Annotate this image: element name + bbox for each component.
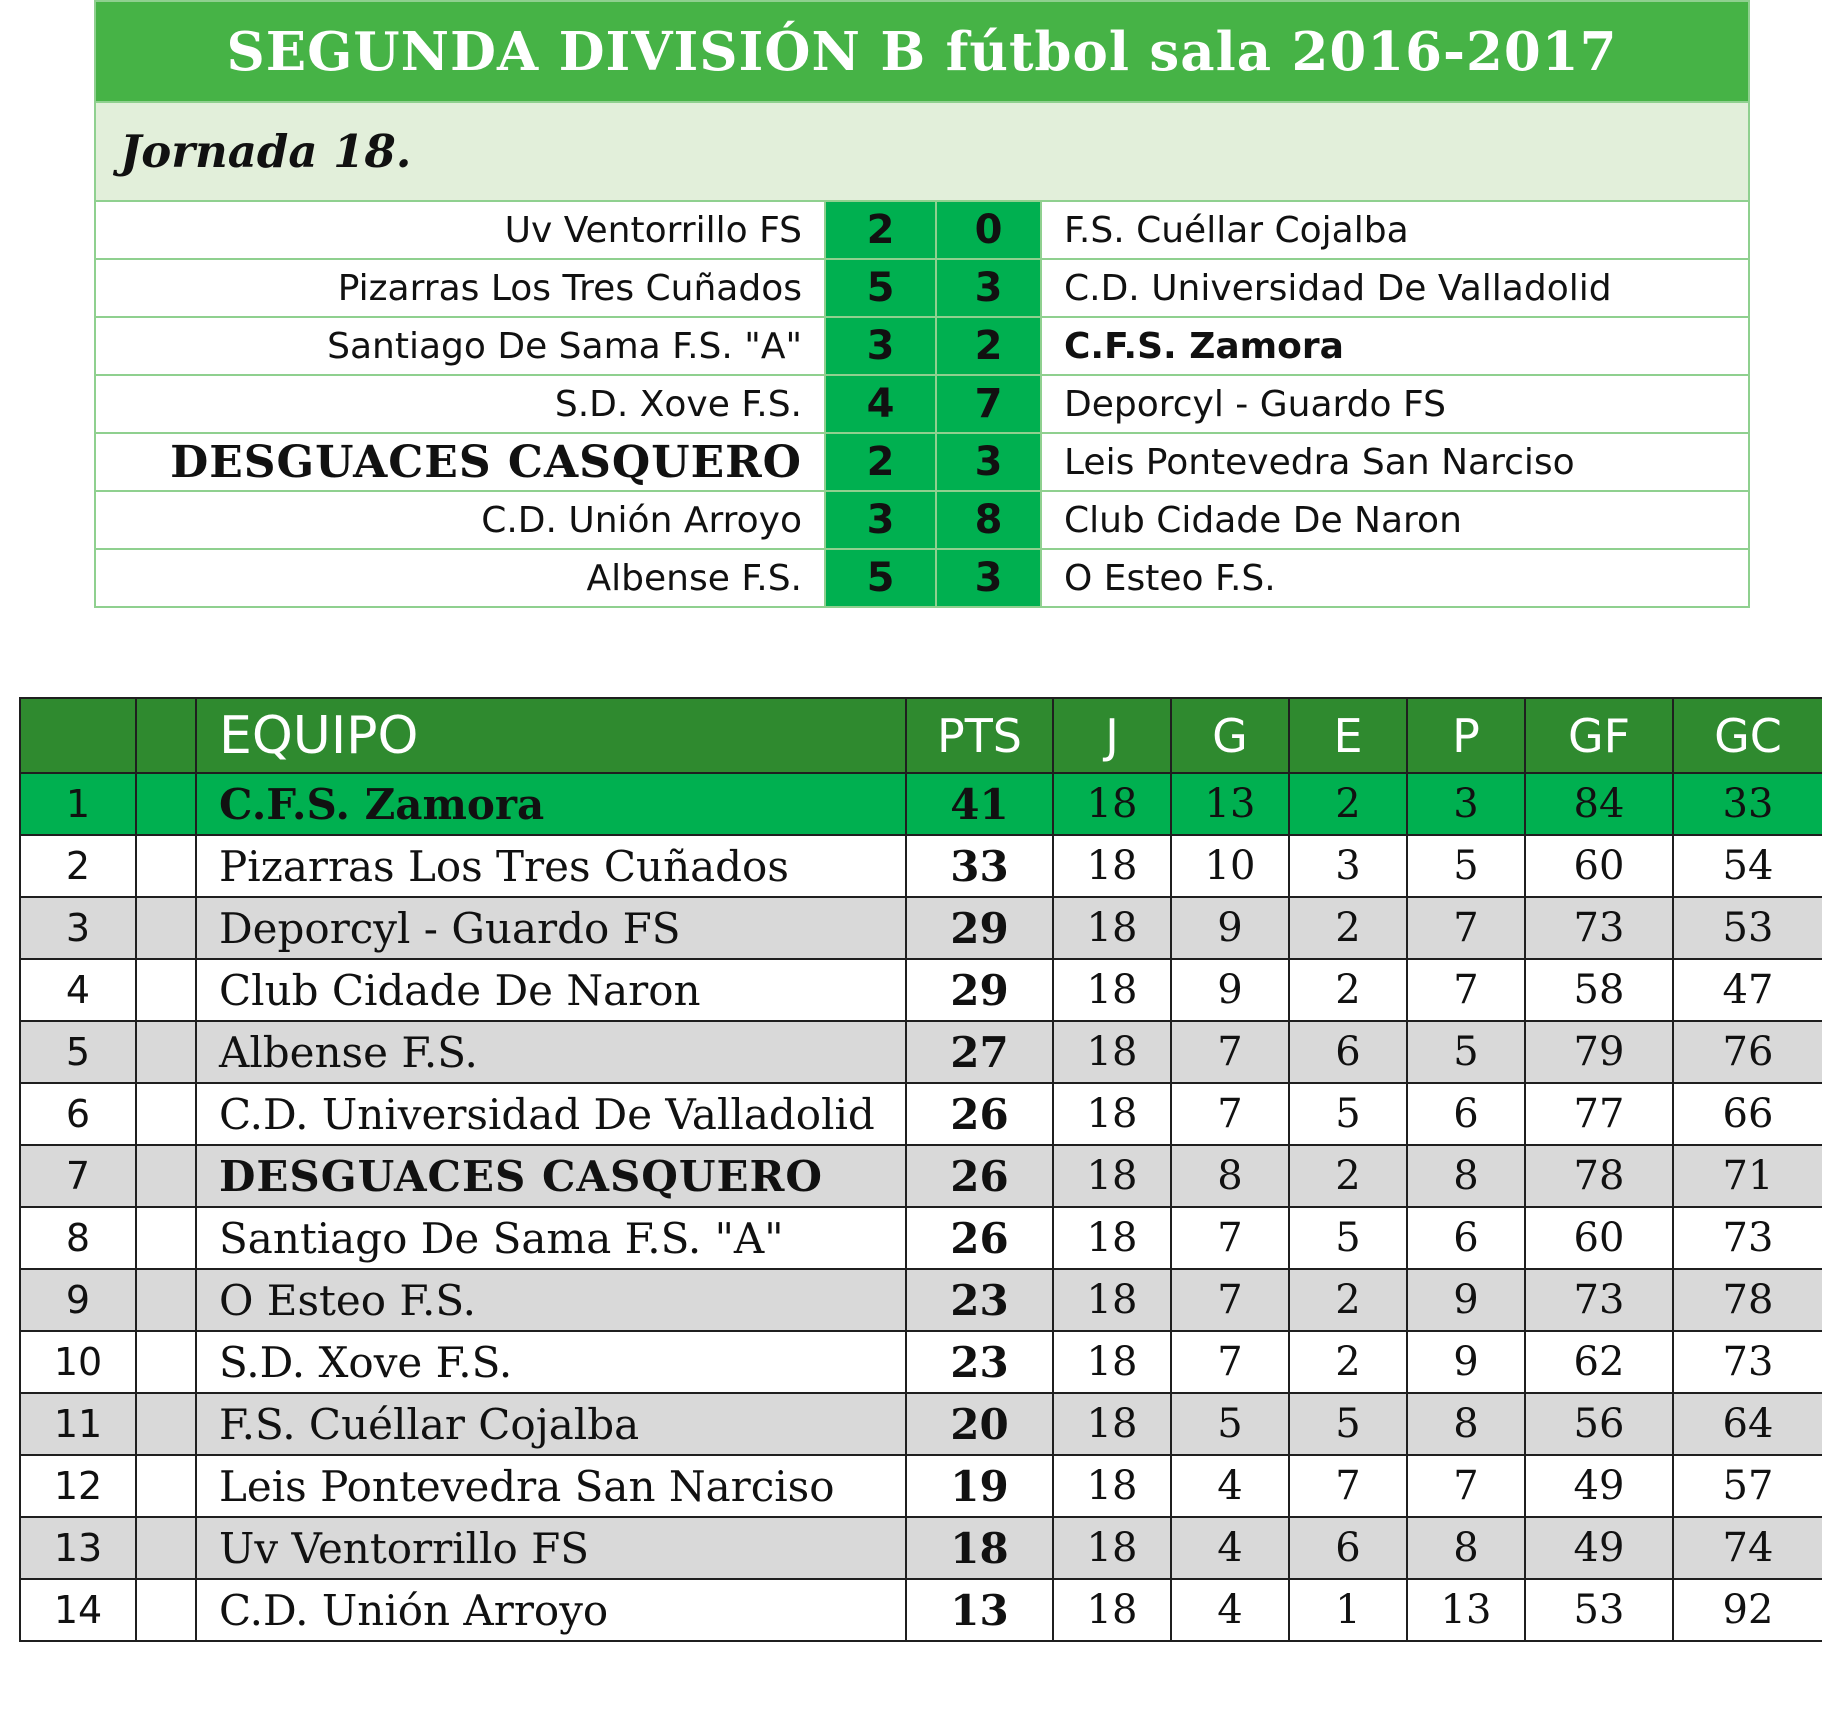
standings-row xyxy=(20,1021,1822,1083)
standings-row xyxy=(20,1455,1822,1517)
cell-mark xyxy=(136,773,196,835)
header-gf: GF xyxy=(1525,698,1673,773)
match-row xyxy=(95,491,1749,549)
cell-j: 18 xyxy=(1053,959,1171,1021)
cell-gf: 73 xyxy=(1525,1269,1673,1331)
cell-pos: 7 xyxy=(20,1145,136,1207)
cell-team: C.F.S. Zamora xyxy=(196,773,906,835)
cell-e: 2 xyxy=(1289,959,1407,1021)
cell-team: S.D. Xove F.S. xyxy=(196,1331,906,1393)
results-block xyxy=(94,0,1748,608)
cell-mark xyxy=(136,1517,196,1579)
cell-j: 18 xyxy=(1053,1517,1171,1579)
away-score: 3 xyxy=(936,549,1041,607)
standings-row xyxy=(20,1145,1822,1207)
away-score: 2 xyxy=(936,317,1041,375)
cell-gf: 78 xyxy=(1525,1145,1673,1207)
cell-j: 18 xyxy=(1053,1207,1171,1269)
match-row xyxy=(95,317,1749,375)
match-row xyxy=(95,201,1749,259)
home-score: 2 xyxy=(825,201,936,259)
away-score: 7 xyxy=(936,375,1041,433)
cell-gf: 73 xyxy=(1525,897,1673,959)
cell-pos: 11 xyxy=(20,1393,136,1455)
cell-mark xyxy=(136,835,196,897)
home-score: 5 xyxy=(825,259,936,317)
cell-e: 3 xyxy=(1289,835,1407,897)
cell-gc: 57 xyxy=(1673,1455,1822,1517)
cell-pts: 23 xyxy=(906,1269,1053,1331)
cell-gf: 60 xyxy=(1525,835,1673,897)
standings-row xyxy=(20,773,1822,835)
cell-g: 4 xyxy=(1171,1517,1289,1579)
cell-j: 18 xyxy=(1053,897,1171,959)
cell-team: Santiago De Sama F.S. "A" xyxy=(196,1207,906,1269)
cell-p: 9 xyxy=(1407,1331,1525,1393)
cell-e: 2 xyxy=(1289,1331,1407,1393)
cell-mark xyxy=(136,897,196,959)
cell-g: 5 xyxy=(1171,1393,1289,1455)
cell-pos: 2 xyxy=(20,835,136,897)
cell-p: 5 xyxy=(1407,835,1525,897)
match-row xyxy=(95,433,1749,491)
cell-pos: 4 xyxy=(20,959,136,1021)
cell-gf: 79 xyxy=(1525,1021,1673,1083)
cell-g: 8 xyxy=(1171,1145,1289,1207)
results-title: SEGUNDA DIVISIÓN B fútbol sala 2016-2017 xyxy=(95,1,1749,102)
cell-j: 18 xyxy=(1053,1455,1171,1517)
cell-gf: 49 xyxy=(1525,1517,1673,1579)
cell-pts: 27 xyxy=(906,1021,1053,1083)
cell-team: Uv Ventorrillo FS xyxy=(196,1517,906,1579)
cell-e: 6 xyxy=(1289,1517,1407,1579)
cell-p: 7 xyxy=(1407,1455,1525,1517)
home-team: Albense F.S. xyxy=(95,549,825,607)
match-row xyxy=(95,259,1749,317)
cell-pts: 26 xyxy=(906,1145,1053,1207)
home-team: S.D. Xove F.S. xyxy=(95,375,825,433)
cell-j: 18 xyxy=(1053,835,1171,897)
cell-gc: 47 xyxy=(1673,959,1822,1021)
cell-pos: 1 xyxy=(20,773,136,835)
cell-pos: 5 xyxy=(20,1021,136,1083)
header-j: J xyxy=(1053,698,1171,773)
cell-e: 6 xyxy=(1289,1021,1407,1083)
cell-e: 2 xyxy=(1289,1269,1407,1331)
cell-e: 2 xyxy=(1289,897,1407,959)
cell-g: 9 xyxy=(1171,959,1289,1021)
standings-row xyxy=(20,1207,1822,1269)
cell-j: 18 xyxy=(1053,1579,1171,1641)
header-pos xyxy=(20,698,136,773)
cell-team: Pizarras Los Tres Cuñados xyxy=(196,835,906,897)
cell-e: 2 xyxy=(1289,1145,1407,1207)
cell-gc: 73 xyxy=(1673,1207,1822,1269)
cell-p: 13 xyxy=(1407,1579,1525,1641)
cell-g: 7 xyxy=(1171,1331,1289,1393)
cell-gf: 58 xyxy=(1525,959,1673,1021)
cell-e: 1 xyxy=(1289,1579,1407,1641)
cell-p: 8 xyxy=(1407,1145,1525,1207)
cell-team: Leis Pontevedra San Narciso xyxy=(196,1455,906,1517)
cell-gc: 54 xyxy=(1673,835,1822,897)
cell-mark xyxy=(136,1269,196,1331)
cell-gf: 60 xyxy=(1525,1207,1673,1269)
away-score: 3 xyxy=(936,259,1041,317)
cell-gc: 76 xyxy=(1673,1021,1822,1083)
standings-table xyxy=(19,697,1822,1642)
cell-pos: 6 xyxy=(20,1083,136,1145)
cell-p: 7 xyxy=(1407,959,1525,1021)
standings-row xyxy=(20,1393,1822,1455)
header-team: EQUIPO xyxy=(196,698,906,773)
cell-pts: 13 xyxy=(906,1579,1053,1641)
cell-pos: 14 xyxy=(20,1579,136,1641)
cell-pos: 10 xyxy=(20,1331,136,1393)
cell-j: 18 xyxy=(1053,1083,1171,1145)
standings-header-row xyxy=(20,698,1822,773)
cell-mark xyxy=(136,1579,196,1641)
away-score: 3 xyxy=(936,433,1041,491)
cell-pts: 29 xyxy=(906,959,1053,1021)
away-team: C.D. Universidad De Valladolid xyxy=(1041,259,1749,317)
home-team: Uv Ventorrillo FS xyxy=(95,201,825,259)
home-score: 3 xyxy=(825,491,936,549)
results-table xyxy=(94,0,1750,608)
cell-p: 5 xyxy=(1407,1021,1525,1083)
cell-e: 5 xyxy=(1289,1083,1407,1145)
cell-j: 18 xyxy=(1053,1331,1171,1393)
standings-row xyxy=(20,1517,1822,1579)
cell-team: Deporcyl - Guardo FS xyxy=(196,897,906,959)
cell-pos: 13 xyxy=(20,1517,136,1579)
cell-mark xyxy=(136,1331,196,1393)
cell-pts: 19 xyxy=(906,1455,1053,1517)
header-e: E xyxy=(1289,698,1407,773)
cell-mark xyxy=(136,1393,196,1455)
cell-team: Albense F.S. xyxy=(196,1021,906,1083)
cell-g: 13 xyxy=(1171,773,1289,835)
cell-pos: 9 xyxy=(20,1269,136,1331)
cell-p: 7 xyxy=(1407,897,1525,959)
cell-p: 9 xyxy=(1407,1269,1525,1331)
away-score: 8 xyxy=(936,491,1041,549)
cell-j: 18 xyxy=(1053,1393,1171,1455)
away-team: Club Cidade De Naron xyxy=(1041,491,1749,549)
home-score: 5 xyxy=(825,549,936,607)
cell-e: 5 xyxy=(1289,1207,1407,1269)
cell-team: O Esteo F.S. xyxy=(196,1269,906,1331)
cell-mark xyxy=(136,1455,196,1517)
cell-e: 7 xyxy=(1289,1455,1407,1517)
cell-team: Club Cidade De Naron xyxy=(196,959,906,1021)
cell-pos: 8 xyxy=(20,1207,136,1269)
cell-g: 7 xyxy=(1171,1021,1289,1083)
cell-pts: 26 xyxy=(906,1083,1053,1145)
standings-row xyxy=(20,897,1822,959)
cell-gc: 92 xyxy=(1673,1579,1822,1641)
cell-gf: 62 xyxy=(1525,1331,1673,1393)
standings-block xyxy=(19,697,1822,1642)
standings-row xyxy=(20,959,1822,1021)
cell-pos: 3 xyxy=(20,897,136,959)
cell-mark xyxy=(136,1145,196,1207)
cell-gc: 73 xyxy=(1673,1331,1822,1393)
cell-e: 2 xyxy=(1289,773,1407,835)
cell-e: 5 xyxy=(1289,1393,1407,1455)
cell-pts: 23 xyxy=(906,1331,1053,1393)
away-team: C.F.S. Zamora xyxy=(1041,317,1749,375)
away-score: 0 xyxy=(936,201,1041,259)
home-team: Pizarras Los Tres Cuñados xyxy=(95,259,825,317)
home-score: 3 xyxy=(825,317,936,375)
cell-team: F.S. Cuéllar Cojalba xyxy=(196,1393,906,1455)
cell-pts: 41 xyxy=(906,773,1053,835)
cell-gc: 71 xyxy=(1673,1145,1822,1207)
home-team: Santiago De Sama F.S. "A" xyxy=(95,317,825,375)
header-pts: PTS xyxy=(906,698,1053,773)
cell-g: 4 xyxy=(1171,1579,1289,1641)
cell-j: 18 xyxy=(1053,1269,1171,1331)
cell-j: 18 xyxy=(1053,1021,1171,1083)
home-score: 2 xyxy=(825,433,936,491)
standings-row xyxy=(20,1083,1822,1145)
standings-row xyxy=(20,835,1822,897)
cell-j: 18 xyxy=(1053,1145,1171,1207)
cell-gc: 74 xyxy=(1673,1517,1822,1579)
cell-mark xyxy=(136,1083,196,1145)
cell-p: 3 xyxy=(1407,773,1525,835)
cell-g: 4 xyxy=(1171,1455,1289,1517)
header-p: P xyxy=(1407,698,1525,773)
cell-gf: 49 xyxy=(1525,1455,1673,1517)
standings-row xyxy=(20,1269,1822,1331)
home-score: 4 xyxy=(825,375,936,433)
cell-p: 6 xyxy=(1407,1083,1525,1145)
away-team: Deporcyl - Guardo FS xyxy=(1041,375,1749,433)
cell-team: C.D. Universidad De Valladolid xyxy=(196,1083,906,1145)
cell-g: 10 xyxy=(1171,835,1289,897)
cell-gc: 53 xyxy=(1673,897,1822,959)
cell-gf: 53 xyxy=(1525,1579,1673,1641)
cell-pts: 20 xyxy=(906,1393,1053,1455)
away-team: F.S. Cuéllar Cojalba xyxy=(1041,201,1749,259)
cell-g: 7 xyxy=(1171,1083,1289,1145)
cell-pts: 18 xyxy=(906,1517,1053,1579)
cell-gf: 84 xyxy=(1525,773,1673,835)
header-gc: GC xyxy=(1673,698,1822,773)
standings-row xyxy=(20,1579,1822,1641)
standings-row xyxy=(20,1331,1822,1393)
cell-p: 6 xyxy=(1407,1207,1525,1269)
cell-team: DESGUACES CASQUERO xyxy=(196,1145,906,1207)
round-label: Jornada 18. xyxy=(95,102,1749,201)
cell-team: C.D. Unión Arroyo xyxy=(196,1579,906,1641)
cell-mark xyxy=(136,1021,196,1083)
cell-mark xyxy=(136,1207,196,1269)
cell-pos: 12 xyxy=(20,1455,136,1517)
cell-gc: 64 xyxy=(1673,1393,1822,1455)
away-team: Leis Pontevedra San Narciso xyxy=(1041,433,1749,491)
cell-gf: 56 xyxy=(1525,1393,1673,1455)
home-team: C.D. Unión Arroyo xyxy=(95,491,825,549)
cell-mark xyxy=(136,959,196,1021)
cell-gc: 66 xyxy=(1673,1083,1822,1145)
cell-gc: 78 xyxy=(1673,1269,1822,1331)
cell-j: 18 xyxy=(1053,773,1171,835)
cell-p: 8 xyxy=(1407,1393,1525,1455)
cell-g: 9 xyxy=(1171,897,1289,959)
cell-p: 8 xyxy=(1407,1517,1525,1579)
cell-gf: 77 xyxy=(1525,1083,1673,1145)
header-g: G xyxy=(1171,698,1289,773)
home-team: DESGUACES CASQUERO xyxy=(95,433,825,491)
cell-g: 7 xyxy=(1171,1207,1289,1269)
cell-gc: 33 xyxy=(1673,773,1822,835)
match-row xyxy=(95,549,1749,607)
cell-pts: 26 xyxy=(906,1207,1053,1269)
cell-pts: 33 xyxy=(906,835,1053,897)
header-mark xyxy=(136,698,196,773)
cell-g: 7 xyxy=(1171,1269,1289,1331)
away-team: O Esteo F.S. xyxy=(1041,549,1749,607)
match-row xyxy=(95,375,1749,433)
cell-pts: 29 xyxy=(906,897,1053,959)
